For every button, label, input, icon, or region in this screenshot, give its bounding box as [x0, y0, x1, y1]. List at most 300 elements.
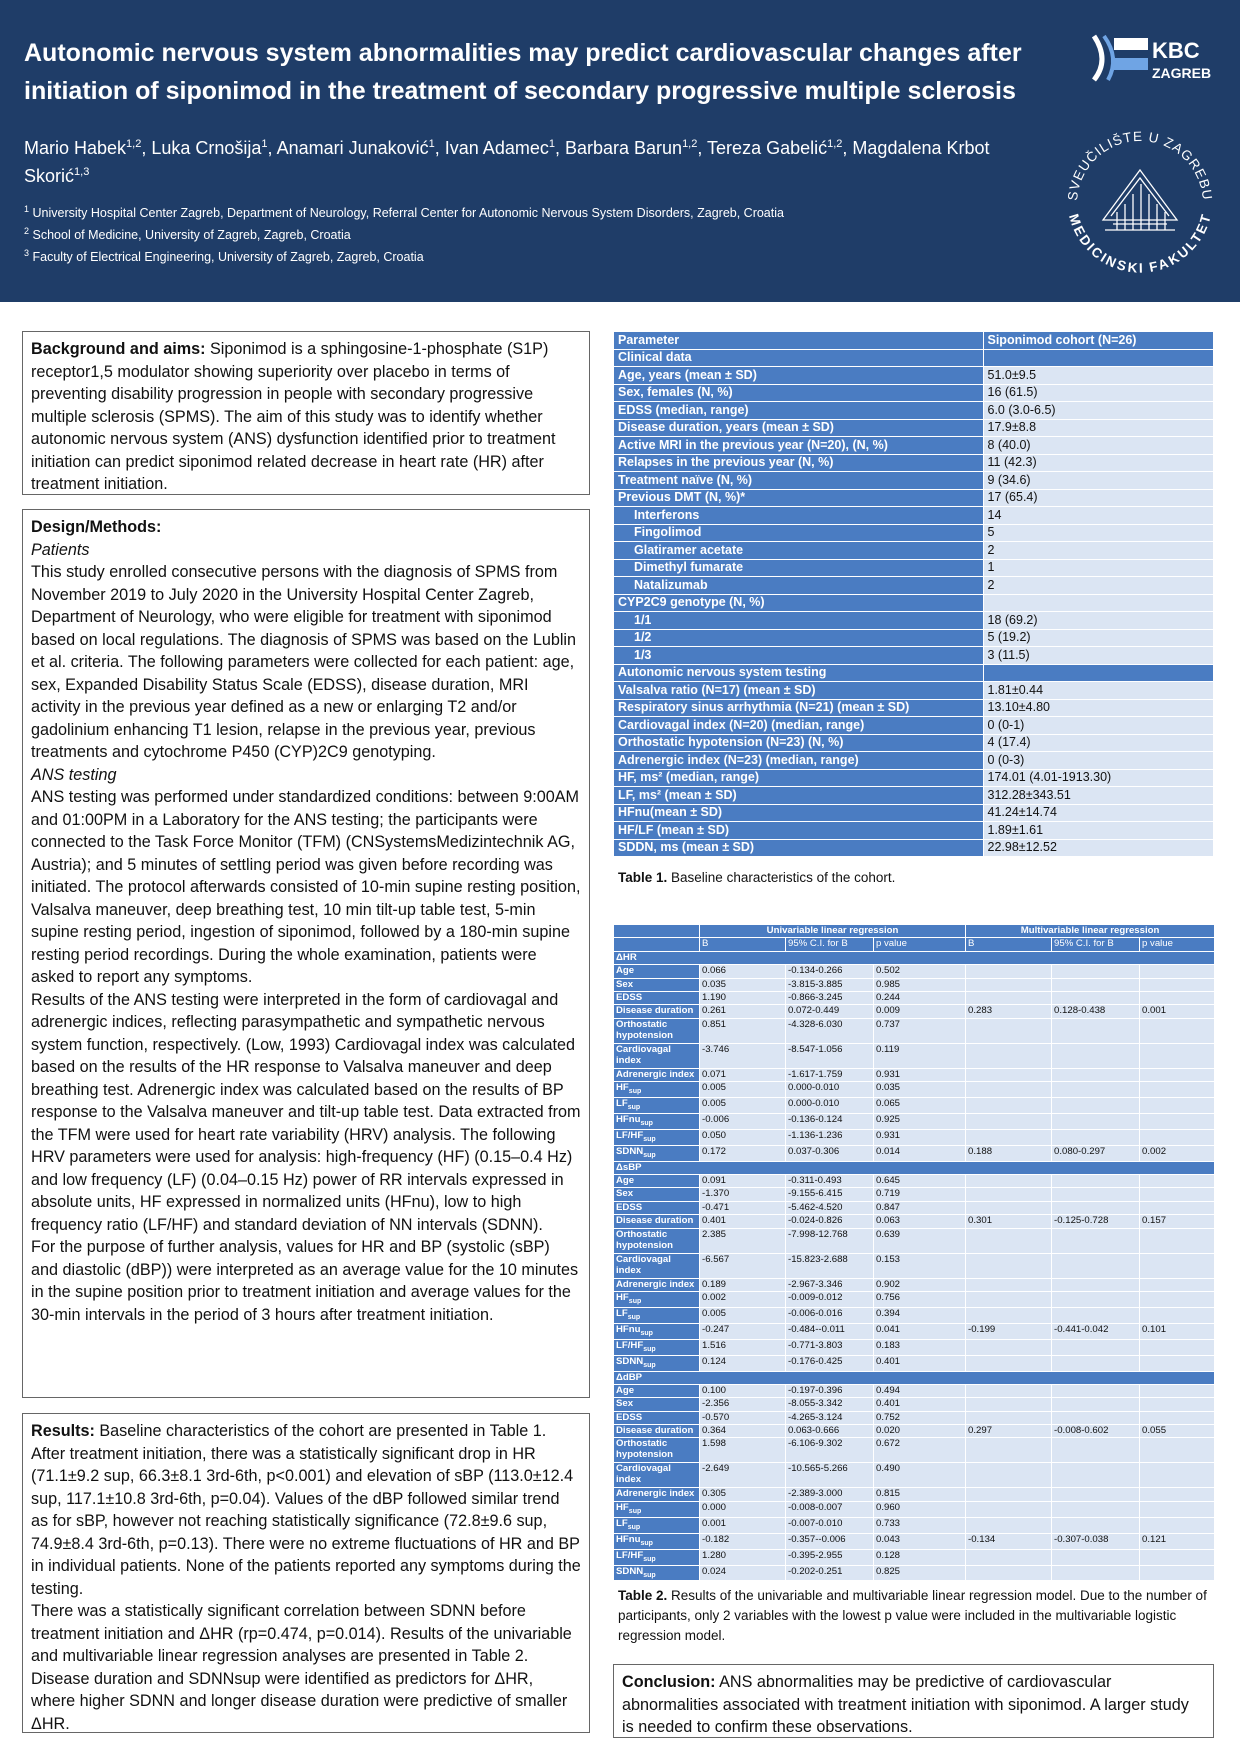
- table-1-row: [614, 559, 1214, 577]
- table-2-variable-cell: [614, 1323, 700, 1339]
- table-2-value-cell: 1.598: [700, 1438, 786, 1463]
- table-2-variable-cell: [614, 1005, 700, 1018]
- table-2-row: [614, 1292, 1215, 1308]
- table-2-variable-cell: [614, 1201, 700, 1214]
- table-2-value-cell: -0.484--0.011: [786, 1323, 874, 1339]
- table-1-label-cell: HFnu(mean ± SD): [614, 804, 984, 822]
- table-2-value-cell: [966, 1517, 1052, 1533]
- ans-testing-heading: ANS testing: [31, 765, 117, 784]
- conclusion-box: [613, 1664, 1214, 1738]
- author-affiliation-mark: 1,2: [827, 138, 843, 150]
- table-2-value-cell: -8.547-1.056: [786, 1043, 874, 1068]
- table-2-variable-cell: [614, 1411, 700, 1424]
- table-2-variable-cell: [614, 1488, 700, 1501]
- table-2-value-cell: 0.000-0.010: [786, 1082, 874, 1098]
- table-2-value-cell: [966, 1292, 1052, 1308]
- table-2-value-cell: -3.746: [700, 1043, 786, 1068]
- table-2-variable-cell: [614, 1463, 700, 1488]
- svg-text:MEDICINSKI FAKULTET: [1066, 212, 1214, 276]
- table-2-variable-subscript: sup: [628, 1507, 642, 1515]
- table-2-value-cell: [1052, 1253, 1140, 1278]
- table-2-variable-subscript: sup: [628, 1088, 642, 1096]
- table-2-row: [614, 1018, 1215, 1043]
- table-1-row: [614, 822, 1214, 840]
- table-1-label-cell: HF/LF (mean ± SD): [614, 822, 984, 840]
- table-2-row: [614, 1113, 1215, 1129]
- table-2-variable-subscript: sup: [628, 1297, 642, 1305]
- table-1-caption-text: Baseline characteristics of the cohort.: [667, 870, 896, 885]
- table-2-value-cell: -0.441-0.042: [1052, 1323, 1140, 1339]
- table-2-column-header: 95% C.I. for B: [1052, 938, 1140, 951]
- table-2-caption-text: Results of the univariable and multivariable linear regression model. Due to the number of participants, only 2 variables with the lowest p value were included in the multivariable logistic regression model.: [618, 1588, 1207, 1643]
- table-2-value-cell: 0.639: [874, 1228, 966, 1253]
- table-1-label-cell: 1/2: [614, 629, 984, 647]
- author-name: Barbara Barun: [564, 138, 683, 158]
- table-1-label-cell: Disease duration, years (mean ± SD): [614, 419, 984, 437]
- table-2-value-cell: [1052, 1278, 1140, 1291]
- table-2-value-cell: [966, 1398, 1052, 1411]
- table-2-variable-cell: [614, 1043, 700, 1068]
- table-1-label-cell: Orthostatic hypotension (N=23) (N, %): [614, 734, 984, 752]
- table-2-value-cell: [1140, 1517, 1215, 1533]
- table-2-value-cell: [966, 1355, 1052, 1371]
- table-2-variable-cell: [614, 991, 700, 1004]
- table-2-value-cell: 0.119: [874, 1043, 966, 1068]
- table-2-group-header: Multivariable linear regression: [966, 925, 1215, 938]
- table-1-value-cell: 1.81±0.44: [983, 682, 1214, 700]
- table-1-row: [614, 384, 1214, 402]
- table-2-value-cell: 0.020: [874, 1425, 966, 1438]
- table-1-row: [614, 699, 1214, 717]
- table-2-variable-cell: [614, 1425, 700, 1438]
- table-1-row: [614, 839, 1214, 857]
- table-2-value-cell: 0.080-0.297: [1052, 1145, 1140, 1161]
- author-affiliation-mark: 1,2: [126, 138, 142, 150]
- table-2-value-cell: [1140, 1384, 1215, 1397]
- table-2-value-cell: [1052, 1339, 1140, 1355]
- table-2-variable-name: Orthostatic hypotension: [616, 1018, 674, 1041]
- table-2-variable-name: LF/HF: [616, 1549, 644, 1561]
- author-name: Mario Habek: [24, 138, 127, 158]
- table-2-value-cell: -0.134-0.266: [786, 965, 874, 978]
- table-1-value-cell: 174.01 (4.01-1913.30): [983, 769, 1214, 787]
- table-2-variable-cell: [614, 1253, 700, 1278]
- table-2-row: [614, 978, 1215, 991]
- table-2-value-cell: 0.005: [700, 1307, 786, 1323]
- table-2-value-cell: [966, 1018, 1052, 1043]
- table-2-variable-cell: [614, 1228, 700, 1253]
- table-2-variable-subscript: sup: [640, 1119, 653, 1127]
- table-2-value-cell: 0.001: [1140, 1005, 1215, 1018]
- table-2-value-cell: 0.902: [874, 1278, 966, 1291]
- author-affiliation-mark: 1,2: [682, 138, 698, 150]
- table-2-value-cell: [966, 1549, 1052, 1565]
- table-2-value-cell: [966, 1188, 1052, 1201]
- table-2-value-cell: [1140, 1278, 1215, 1291]
- table-2-variable-name: HF: [616, 1292, 629, 1303]
- table-2-row: [614, 1005, 1215, 1018]
- affiliation-item: [24, 222, 1024, 244]
- table-2-variable-name: Disease duration: [616, 1215, 694, 1227]
- table-2-value-cell: [1140, 1488, 1215, 1501]
- table-2-value-cell: [1052, 1043, 1140, 1068]
- table-1-label-cell: Respiratory sinus arrhythmia (N=21) (mean ± SD): [614, 699, 984, 717]
- table-2-variable-subscript: sup: [643, 1555, 656, 1563]
- table-2-variable-name: EDSS: [616, 1201, 643, 1213]
- table-2-value-cell: [1052, 1082, 1140, 1098]
- table-2-value-cell: [1052, 1384, 1140, 1397]
- table-2-variable-cell: [614, 1145, 700, 1161]
- table-2-variable-cell: [614, 1307, 700, 1323]
- table-2-corner-cell: [614, 938, 700, 951]
- table-2-value-cell: 1.190: [700, 991, 786, 1004]
- affiliation-text: School of Medicine, University of Zagreb, Zagreb, Croatia: [32, 228, 351, 243]
- table-2-value-cell: [1140, 1228, 1215, 1253]
- table-2-value-cell: [1140, 1339, 1215, 1355]
- table-1-row: [614, 594, 1214, 612]
- table-1-value-cell: 18 (69.2): [983, 612, 1214, 630]
- table-2-variable-subscript: sup: [643, 1571, 656, 1579]
- table-2-variable-name: Sex: [616, 1398, 634, 1410]
- table-1-row: [614, 752, 1214, 770]
- table-2-variable-name: Age: [616, 1384, 635, 1396]
- table-2-value-cell: [1052, 1517, 1140, 1533]
- table-2-variable-name: LF/HF: [616, 1339, 644, 1351]
- table-2-value-cell: 0.672: [874, 1438, 966, 1463]
- table-2-row: [614, 1501, 1215, 1517]
- table-2-value-cell: -2.967-3.346: [786, 1278, 874, 1291]
- table-2-caption-label: Table 2.: [618, 1588, 668, 1603]
- table-2-value-cell: [1052, 1501, 1140, 1517]
- table-2-outcome-label: ΔdBP: [614, 1371, 1215, 1384]
- affiliation-number: 1: [24, 204, 30, 214]
- table-2-row: [614, 1323, 1215, 1339]
- table-2-variable-name: Sex: [616, 1188, 634, 1200]
- table-1-value-cell: 11 (42.3): [983, 454, 1214, 472]
- table-2-value-cell: [966, 1438, 1052, 1463]
- table-1-value-cell: 1.89±1.61: [983, 822, 1214, 840]
- table-2-value-cell: -7.998-12.768: [786, 1228, 874, 1253]
- seal-ring-bottom: MEDICINSKI FAKULTET: [1065, 212, 1214, 276]
- table-1-baseline-characteristics: [613, 331, 1214, 857]
- table-2-variable-name: HF: [616, 1082, 629, 1094]
- table-2-value-cell: [1140, 1201, 1215, 1214]
- table-2-row: [614, 1175, 1215, 1188]
- table-1-label-cell: EDSS (median, range): [614, 402, 984, 420]
- table-1-row: [614, 612, 1214, 630]
- table-2-variable-name: SDNN: [616, 1565, 644, 1577]
- table-2-value-cell: 0.000: [700, 1501, 786, 1517]
- table-1-value-cell: 1: [983, 559, 1214, 577]
- table-2-value-cell: 0.001: [700, 1517, 786, 1533]
- table-2-value-cell: 0.035: [874, 1082, 966, 1098]
- further-analysis-text: For the purpose of further analysis, values for HR and BP (systolic (sBP) and diastolic (dBP)) were interpreted as an average value for the 10 minutes in the supine position prior to treatment initiation and average values for the 30-min intervals in the period of 3 hours after treatment initiation.: [31, 1238, 579, 1324]
- table-2-variable-name: HFnu: [616, 1113, 641, 1125]
- table-2-value-cell: [1052, 1228, 1140, 1253]
- table-2-value-cell: [966, 1565, 1052, 1581]
- table-2-row: [614, 965, 1215, 978]
- table-1-value-cell: 8 (40.0): [983, 437, 1214, 455]
- table-1-row: [614, 769, 1214, 787]
- zagreb-logo-text: ZAGREB: [1152, 65, 1212, 81]
- table-2-value-cell: [1140, 1068, 1215, 1081]
- table-2-value-cell: 1.516: [700, 1339, 786, 1355]
- table-1-value-cell: 2: [983, 542, 1214, 560]
- table-2-value-cell: 0.401: [874, 1398, 966, 1411]
- table-2-corner-cell: [614, 925, 700, 938]
- table-2-value-cell: [1052, 1398, 1140, 1411]
- table-2-value-cell: 0.101: [1140, 1323, 1215, 1339]
- table-1-label-cell: Adrenergic index (N=23) (median, range): [614, 752, 984, 770]
- results-interpretation-text: Results of the ANS testing were interpreted in the form of cardiovagal and adrenergic indices, reflecting parasympathetic and sympathetic nervous system function, respectively. (Low, 1993) Cardiovagal index was calculated based on the results of the HR response to Valsalva maneuver and deep breathing test. Adrenergic index was calculated based on the results of BP response to the Valsalva maneuver and tilt-up table test. Data extracted from the TFM were used for heart rate variability (HRV) analysis. The following HRV parameters were used for analysis: high-frequency (HF) (0.15–0.4 Hz) and low frequency (LF) (0.04–0.15 Hz) power of RR intervals expressed in absolute units, HF expressed in normalized units (HFnu), low to high frequency ratio (LF/HF) and standard deviation of NN intervals (SDNN).: [31, 990, 581, 1234]
- table-2-value-cell: 0.157: [1140, 1215, 1215, 1228]
- table-2-variable-cell: [614, 1113, 700, 1129]
- results-box: [22, 1413, 590, 1733]
- affiliation-item: [24, 244, 1024, 266]
- table-2-variable-cell: [614, 1215, 700, 1228]
- table-2-variable-cell: [614, 965, 700, 978]
- table-2-value-cell: -0.247: [700, 1323, 786, 1339]
- table-2-value-cell: -0.182: [700, 1533, 786, 1549]
- table-2-value-cell: 0.121: [1140, 1533, 1215, 1549]
- table-2-value-cell: [1140, 965, 1215, 978]
- table-2-value-cell: [966, 965, 1052, 978]
- table-1-value-cell: 6.0 (3.0-6.5): [983, 402, 1214, 420]
- table-2-column-header: p value: [1140, 938, 1215, 951]
- table-1-row: [614, 577, 1214, 595]
- table-2-variable-name: SDNN: [616, 1355, 644, 1367]
- table-1-value-cell: 5 (19.2): [983, 629, 1214, 647]
- results-heading: Results:: [31, 1422, 95, 1440]
- table-2-variable-name: Cardiovagal index: [616, 1463, 671, 1486]
- table-2-caption: [618, 1586, 1208, 1646]
- table-2-value-cell: 0.931: [874, 1068, 966, 1081]
- author-name: Luka Crnošija: [151, 138, 262, 158]
- table-1-value-cell: 17 (65.4): [983, 489, 1214, 507]
- table-2-value-cell: [1140, 1398, 1215, 1411]
- table-2-value-cell: 0.645: [874, 1175, 966, 1188]
- table-1-value-cell: 9 (34.6): [983, 472, 1214, 490]
- table-1-row: [614, 507, 1214, 525]
- table-2-row: [614, 1384, 1215, 1397]
- table-1-value-cell: [983, 664, 1214, 682]
- table-2-row: [614, 1411, 1215, 1424]
- table-2-value-cell: 0.394: [874, 1307, 966, 1323]
- table-1-label-cell: CYP2C9 genotype (N, %): [614, 594, 984, 612]
- table-2-value-cell: -1.136-1.236: [786, 1129, 874, 1145]
- table-2-value-cell: 0.364: [700, 1425, 786, 1438]
- table-2-value-cell: -0.311-0.493: [786, 1175, 874, 1188]
- table-1-value-cell: 0 (0-1): [983, 717, 1214, 735]
- table-2-value-cell: -15.823-2.688: [786, 1253, 874, 1278]
- table-2-row: [614, 1201, 1215, 1214]
- table-2-row: [614, 1215, 1215, 1228]
- table-2-value-cell: -0.202-0.251: [786, 1565, 874, 1581]
- methods-heading: Design/Methods:: [31, 518, 162, 536]
- affiliation-number: 3: [24, 248, 30, 259]
- table-2-variable-name: Disease duration: [616, 1425, 694, 1437]
- table-1-value-cell: 3 (11.5): [983, 647, 1214, 665]
- table-2-value-cell: 0.960: [874, 1501, 966, 1517]
- table-2-value-cell: -1.370: [700, 1188, 786, 1201]
- affiliation-list: [24, 200, 1024, 266]
- table-2-outcome-label: ΔHR: [614, 951, 1215, 964]
- table-2-value-cell: -0.008-0.602: [1052, 1425, 1140, 1438]
- results-text-1: Baseline characteristics of the cohort are presented in Table 1. After treatment initiation, there was a statistically significant drop in HR (71.1±9.2 sup, 66.3±8.1 3rd-6th, p<0.001) and elevation of sBP (113.0±12.4 sup, 117.1±10.8 3rd-6th, p=0.04). Values of the dBP followed similar trend as for sBP, however not reaching statistically significance (72.8±9.6 sup, 74.9±8.4 3rd-6th, p=0.13). There were no extreme fluctuations of HR and BP in individual patients. None of the patients reported any symptoms during the testing.: [31, 1422, 581, 1598]
- table-2-variable-cell: [614, 1188, 700, 1201]
- table-2-value-cell: 0.128-0.438: [1052, 1005, 1140, 1018]
- table-1-header-cell: Siponimod cohort (N=26): [983, 332, 1214, 350]
- kbc-logo-text: KBC: [1152, 38, 1200, 63]
- results-text-2: There was a statistically significant correlation between SDNN before treatment initiation and ΔHR (rp=0.474, p=0.014). Results of the univariable and multivariable linear regression analyses are presented in Table 2. Disease duration and SDNNsup were identified as predictors for ΔHR, where higher SDNN and longer disease duration were predictive of smaller ΔHR.: [31, 1602, 572, 1733]
- table-2-row: [614, 1278, 1215, 1291]
- table-2-value-cell: 0.737: [874, 1018, 966, 1043]
- table-2-value-cell: [1052, 1565, 1140, 1581]
- table-2-row: [614, 991, 1215, 1004]
- table-2-value-cell: -0.307-0.038: [1052, 1533, 1140, 1549]
- table-2-value-cell: [1052, 965, 1140, 978]
- author-name: Tereza Gabelić: [707, 138, 828, 158]
- table-2-value-cell: -0.006: [700, 1113, 786, 1129]
- table-2-value-cell: -0.866-3.245: [786, 991, 874, 1004]
- table-2-value-cell: [966, 1068, 1052, 1081]
- table-2-value-cell: [1140, 1501, 1215, 1517]
- table-2-column-header: B: [700, 938, 786, 951]
- table-2-value-cell: 0.035: [700, 978, 786, 991]
- table-2-value-cell: 0.189: [700, 1278, 786, 1291]
- table-2-value-cell: -9.155-6.415: [786, 1188, 874, 1201]
- table-2-variable-name: HF: [616, 1501, 629, 1513]
- table-2-row: [614, 1398, 1215, 1411]
- table-2-regression-results: [613, 924, 1215, 1581]
- poster-header: [0, 0, 1240, 302]
- author-affiliation-mark: 1: [548, 138, 555, 150]
- table-2-value-cell: [966, 1228, 1052, 1253]
- table-1-value-cell: 16 (61.5): [983, 384, 1214, 402]
- table-2-value-cell: 1.280: [700, 1549, 786, 1565]
- table-2-variable-subscript: sup: [643, 1151, 656, 1159]
- table-2-row: [614, 1098, 1215, 1114]
- table-2-variable-cell: [614, 1129, 700, 1145]
- table-2-value-cell: [966, 1113, 1052, 1129]
- table-2-value-cell: [1140, 1355, 1215, 1371]
- table-2-value-cell: -0.197-0.396: [786, 1384, 874, 1397]
- table-2-variable-subscript: sup: [643, 1345, 656, 1353]
- table-1-row: [614, 419, 1214, 437]
- table-1-label-cell: Cardiovagal index (N=20) (median, range): [614, 717, 984, 735]
- table-2-value-cell: 0.283: [966, 1005, 1052, 1018]
- table-1-label-cell: HF, ms² (median, range): [614, 769, 984, 787]
- table-2-value-cell: [966, 1098, 1052, 1114]
- table-1-header-row: [614, 332, 1214, 350]
- table-2-variable-subscript: sup: [627, 1523, 641, 1531]
- table-1-label-cell: 1/3: [614, 647, 984, 665]
- table-2-value-cell: [966, 1488, 1052, 1501]
- table-2-value-cell: 0.100: [700, 1384, 786, 1397]
- table-2-row: [614, 1129, 1215, 1145]
- table-2-variable-subscript: sup: [643, 1135, 656, 1143]
- table-2-value-cell: -0.395-2.955: [786, 1549, 874, 1565]
- table-2-variable-name: Adrenergic index: [616, 1488, 695, 1500]
- table-2-value-cell: [1140, 1175, 1215, 1188]
- table-2-value-cell: 0.752: [874, 1411, 966, 1424]
- table-2-variable-cell: [614, 1438, 700, 1463]
- table-2-value-cell: 0.719: [874, 1188, 966, 1201]
- table-2-value-cell: [1140, 1549, 1215, 1565]
- table-1-value-cell: 51.0±9.5: [983, 367, 1214, 385]
- table-2-value-cell: 0.063-0.666: [786, 1425, 874, 1438]
- kbc-zagreb-logo: [1088, 30, 1216, 84]
- table-2-value-cell: -0.125-0.728: [1052, 1215, 1140, 1228]
- methods-box: [22, 509, 590, 1398]
- table-2-row: [614, 1188, 1215, 1201]
- table-1-row: [614, 367, 1214, 385]
- table-2-value-cell: [1052, 1098, 1140, 1114]
- table-1-label-cell: Fingolimod: [614, 524, 984, 542]
- table-2-value-cell: [1140, 1463, 1215, 1488]
- table-1-row: [614, 489, 1214, 507]
- table-2-variable-subscript: sup: [627, 1313, 641, 1321]
- table-1-label-cell: Clinical data: [614, 349, 984, 367]
- table-2-row: [614, 1425, 1215, 1438]
- table-1-label-cell: Relapses in the previous year (N, %): [614, 454, 984, 472]
- table-2-value-cell: [966, 1253, 1052, 1278]
- conclusion-heading: Conclusion:: [622, 1673, 716, 1691]
- table-2-value-cell: [1052, 1488, 1140, 1501]
- author-affiliation-mark: 1: [428, 138, 435, 150]
- table-2-value-cell: -0.199: [966, 1323, 1052, 1339]
- table-2-column-header-row: [614, 938, 1215, 951]
- table-2-value-cell: -0.006-0.016: [786, 1307, 874, 1323]
- table-2-value-cell: -0.570: [700, 1411, 786, 1424]
- author-affiliation-mark: 1: [261, 138, 268, 150]
- table-2-value-cell: 0.043: [874, 1533, 966, 1549]
- table-2-value-cell: -6.106-9.302: [786, 1438, 874, 1463]
- conclusion-text: ANS abnormalities may be predictive of cardiovascular abnormalities associated with treatment initiation with siponimod. A larger study is needed to confirm these observations.: [622, 1673, 1189, 1736]
- table-2-value-cell: -0.176-0.425: [786, 1355, 874, 1371]
- table-2-variable-cell: [614, 1339, 700, 1355]
- table-2-value-cell: [966, 1175, 1052, 1188]
- table-2-value-cell: [1052, 1355, 1140, 1371]
- table-2-variable-name: Disease duration: [616, 1005, 694, 1017]
- table-2-value-cell: 0.153: [874, 1253, 966, 1278]
- table-2-value-cell: 0.002: [1140, 1145, 1215, 1161]
- table-1-value-cell: 4 (17.4): [983, 734, 1214, 752]
- table-2-row: [614, 1228, 1215, 1253]
- table-2-value-cell: [1052, 1201, 1140, 1214]
- table-2-value-cell: -0.771-3.803: [786, 1339, 874, 1355]
- table-2-value-cell: [966, 1411, 1052, 1424]
- table-1-label-cell: LF, ms² (mean ± SD): [614, 787, 984, 805]
- table-2-value-cell: 0.925: [874, 1113, 966, 1129]
- svg-text:SVEUČILIŠTE U ZAGREBU: [1065, 129, 1215, 201]
- table-2-value-cell: 0.851: [700, 1018, 786, 1043]
- background-text: Siponimod is a sphingosine-1-phosphate (S1P) receptor1,5 modulator showing superiority over placebo in terms of preventing disability progression in people with secondary progressive multiple sclerosis (SPMS). The aim of this study was to identify whether autonomic nervous system (ANS) dysfunction identified prior to treatment initiation can predict siponimod related decrease in heart rate (HR) after treatment initiation.: [31, 340, 556, 493]
- patients-text: This study enrolled consecutive persons with the diagnosis of SPMS from November 2019 to July 2020 in the University Hospital Center Zagreb, Department of Neurology, who were eligible for treatment with siponimod based on local regulations. The diagnosis of SPMS was based on the Lublin et al. criteria. The following parameters were collected for each patient: age, sex, Expanded Disability Status Scale (EDSS), disease duration, MRI activity in the previous year defined as a new or enlarging T2 and/or gadolinium enhancing T1 lesion, relapse in the previous year, previous treatments and cytochrome P450 (CYP)2C9 genotyping.: [31, 563, 577, 761]
- table-2-value-cell: 0.041: [874, 1323, 966, 1339]
- table-2-value-cell: [1052, 1292, 1140, 1308]
- table-2-variable-cell: [614, 1098, 700, 1114]
- table-2-value-cell: -0.024-0.826: [786, 1215, 874, 1228]
- table-2-variable-name: Orthostatic hypotension: [616, 1228, 674, 1251]
- table-2-outcome-row: [614, 1161, 1215, 1174]
- table-2-variable-name: HFnu: [616, 1533, 641, 1545]
- medical-faculty-seal: [1055, 112, 1225, 282]
- table-2-value-cell: -1.617-1.759: [786, 1068, 874, 1081]
- table-2-value-cell: -4.328-6.030: [786, 1018, 874, 1043]
- table-1-row: [614, 472, 1214, 490]
- table-2-value-cell: 0.261: [700, 1005, 786, 1018]
